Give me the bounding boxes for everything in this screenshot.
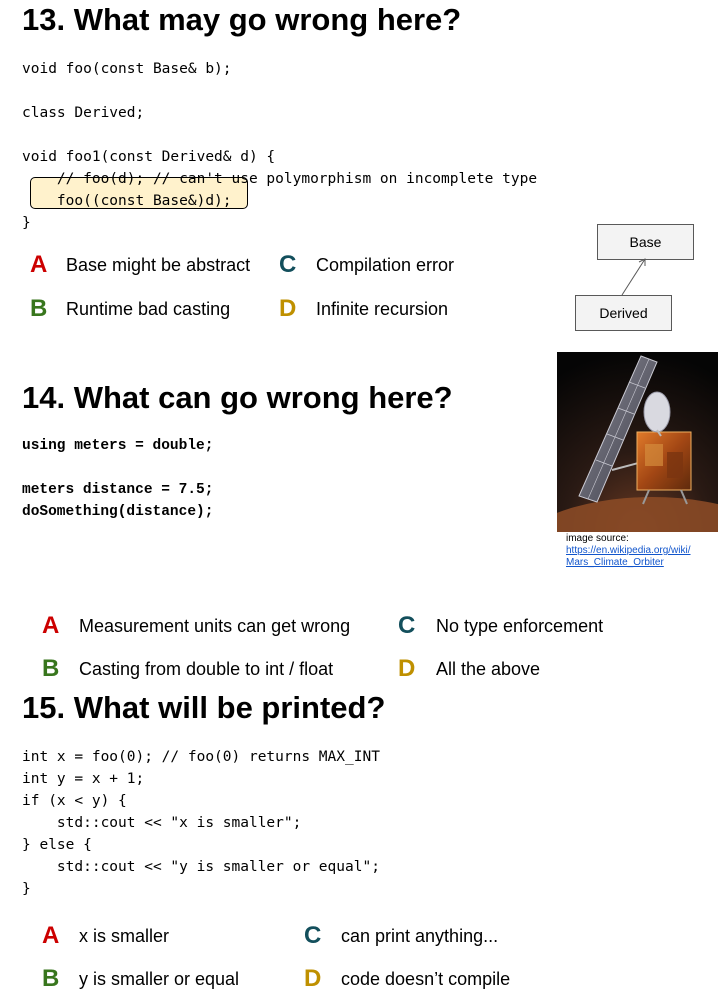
q13-answer-c-text: Compilation error [316,255,455,275]
image-source-link-line1[interactable]: https://en.wikipedia.org/wiki/ [566,545,691,556]
q14-answer-a-letter: A [42,612,60,639]
q15-answer-d-letter: D [304,965,322,992]
q15-answer-c-letter: C [304,922,322,949]
image-source-caption [566,533,691,569]
q14-answer-a-text: Measurement units can get wrong [79,616,351,636]
uml-base-box: Base [597,224,694,260]
q14-answer-b-text: Casting from double to int / float [79,659,334,679]
q15-code: int x = foo(0); // foo(0) returns MAX_INT int y = x + 1; if (x < y) { std::cout << "x is smaller"; } else { std::cout << "y is smaller or equal"; } [22,749,380,897]
q13-code: void foo(const Base& b); class Derived; void foo1(const Derived& d) { // foo(d); // can't use polymorphism on incomplete type foo((const Base&)d); } [22,61,538,231]
uml-derived-box: Derived [575,295,672,331]
q14-answer-b-letter: B [42,655,60,682]
q13-answer-a-letter: A [30,251,48,278]
q14-title: 14. What can go wrong here? [22,380,453,415]
q14-code: using meters = double; meters distance = 7.5; doSomething(distance); [22,438,214,520]
q15-title: 15. What will be printed? [22,690,386,725]
q14-answer-c-text: No type enforcement [436,616,604,636]
q15-answer-b-text: y is smaller or equal [79,969,240,989]
image-source-link-line2[interactable]: Mars_Climate_Orbiter [566,557,664,568]
q13-answer-a-text: Base might be abstract [66,255,251,275]
q15-answer-c-text: can print anything... [341,926,499,946]
mars-climate-orbiter-image [557,352,718,532]
q15-answer-d-text: code doesn’t compile [341,969,511,989]
uml-inheritance-arrow [615,255,655,297]
q14-answer-d-text: All the above [436,659,541,679]
image-source-label: image source: [566,533,629,544]
q13-answer-c-letter: C [279,251,297,278]
q13-title: 13. What may go wrong here? [22,2,462,37]
q15-answer-b-letter: B [42,965,60,992]
q15-answer-a-text: x is smaller [79,926,170,946]
q15-answer-a-letter: A [42,922,60,949]
q13-answer-b-letter: B [30,295,48,322]
q13-answer-b-text: Runtime bad casting [66,299,231,319]
q13-answer-d-letter: D [279,295,297,322]
q13-answer-d-text: Infinite recursion [316,299,449,319]
q14-answer-d-letter: D [398,655,416,682]
q14-answer-c-letter: C [398,612,416,639]
